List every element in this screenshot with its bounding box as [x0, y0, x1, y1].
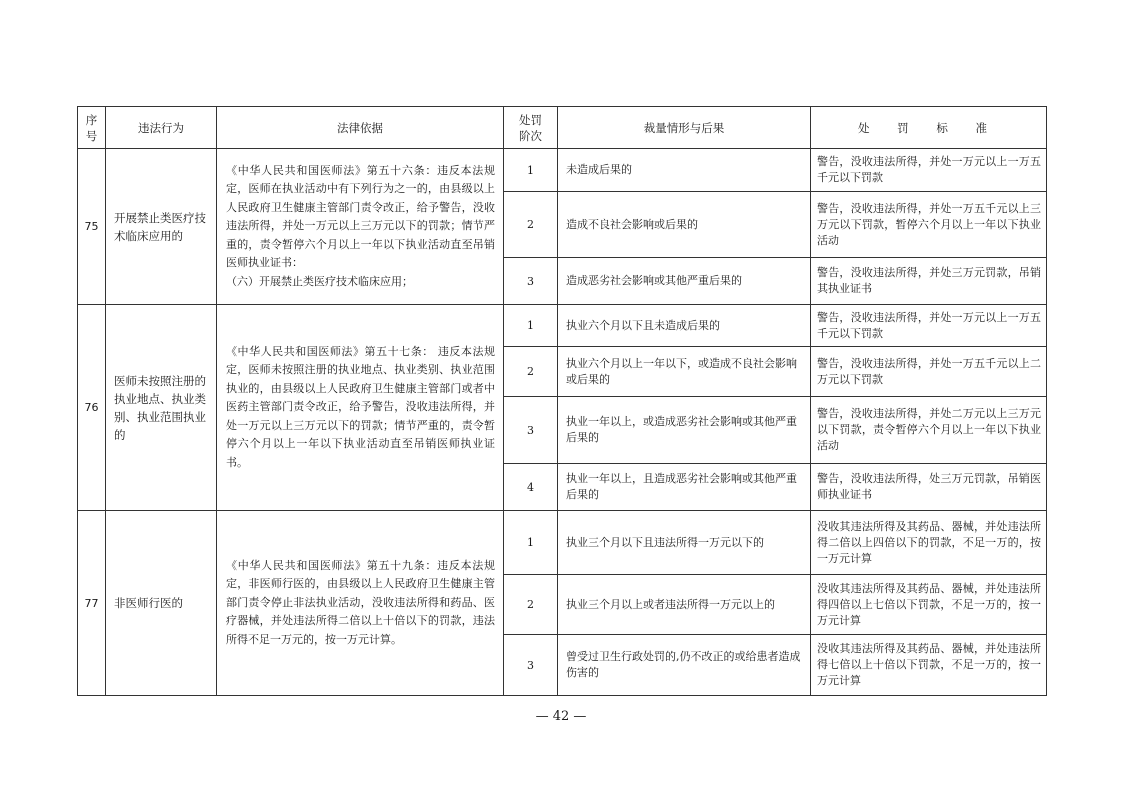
row-number: 77	[78, 511, 106, 696]
penalty-standard: 警告，没收违法所得，并处一万五千元以上二万元以下罚款	[811, 347, 1047, 397]
header-circumstance: 裁量情形与后果	[558, 107, 811, 149]
circumstance: 执业一年以上，且造成恶劣社会影响或其他严重后果的	[558, 464, 811, 511]
penalty-level: 4	[504, 464, 558, 511]
penalty-level: 2	[504, 347, 558, 397]
penalty-level: 1	[504, 149, 558, 192]
penalty-standard: 没收其违法所得及其药品、器械，并处违法所得四倍以上七倍以下罚款，不足一万的，按一万元计算	[811, 575, 1047, 635]
legal-basis-paragraph: 《中华人民共和国医师法》第五十七条： 违反本法规定，医师未按照注册的执业地点、执业类别、执业范围执业的，由县级以上人民政府卫生健康主管部门或者中医药主管部门责令改正，给予警告，没收违法所得，并处一万元以上三万元以下的罚款；情节严重的，责令暂停六个月以上一年以下执业活动直至吊销医师执业证书。	[226, 344, 495, 469]
penalty-level: 1	[504, 511, 558, 575]
legal-basis-paragraph: 《中华人民共和国医师法》第五十六条：违反本法规定，医师在执业活动中有下列行为之一的，由县级以上人民政府卫生健康主管部门责令改正，给予警告，没收违法所得，并处一万元以上三万元以下的罚款；情节严重的，责令暂停六个月以上一年以下执业活动直至吊销医师执业证书：	[226, 163, 495, 270]
circumstance: 未造成后果的	[558, 149, 811, 192]
table-row	[78, 305, 1047, 347]
legal-basis-paragraph: 《中华人民共和国医师法》第五十九条：违反本法规定，非医师行医的，由县级以上人民政府卫生健康主管部门责令停止非法执业活动，没收违法所得和药品、医疗器械，并处违法所得二倍以上十倍以下的罚款，违法所得不足一万元的，按一万元计算。	[226, 558, 495, 646]
table-row	[78, 511, 1047, 575]
legal-basis	[217, 149, 504, 305]
penalty-level: 1	[504, 305, 558, 347]
penalty-level: 2	[504, 192, 558, 258]
table-row	[78, 149, 1047, 192]
penalty-level: 3	[504, 258, 558, 305]
header-behavior: 违法行为	[106, 107, 217, 149]
circumstance: 执业三个月以上或者违法所得一万元以上的	[558, 575, 811, 635]
violation-behavior: 医师未按照注册的执业地点、执业类别、执业范围执业的	[106, 305, 217, 511]
penalty-standard: 警告，没收违法所得，并处三万元罚款，吊销其执业证书	[811, 258, 1047, 305]
header-basis: 法律依据	[217, 107, 504, 149]
circumstance: 执业三个月以下且违法所得一万元以下的	[558, 511, 811, 575]
circumstance: 造成不良社会影响或后果的	[558, 192, 811, 258]
penalty-discretion-table	[77, 106, 1047, 696]
header-no: 序 号	[78, 107, 106, 149]
row-number: 76	[78, 305, 106, 511]
header-standard: 处 罚 标 准	[811, 107, 1047, 149]
penalty-standard: 没收其违法所得及其药品、器械，并处违法所得二倍以上四倍以下的罚款，不足一万的，按一万元计算	[811, 511, 1047, 575]
circumstance: 造成恶劣社会影响或其他严重后果的	[558, 258, 811, 305]
page-number: — 42 —	[535, 709, 587, 724]
penalty-level: 3	[504, 635, 558, 696]
header-level: 处罚 阶次	[504, 107, 558, 149]
circumstance: 执业六个月以上一年以下，或造成不良社会影响或后果的	[558, 347, 811, 397]
row-number: 75	[78, 149, 106, 305]
penalty-standard: 警告，没收违法所得，处三万元罚款，吊销医师执业证书	[811, 464, 1047, 511]
violation-behavior: 开展禁止类医疗技术临床应用的	[106, 149, 217, 305]
legal-basis	[217, 305, 504, 511]
penalty-standard: 警告，没收违法所得，并处一万五千元以上三万元以下罚款，暂停六个月以上一年以下执业活动	[811, 192, 1047, 258]
circumstance: 执业一年以上，或造成恶劣社会影响或其他严重后果的	[558, 397, 811, 464]
penalty-level: 2	[504, 575, 558, 635]
penalty-standard: 警告，没收违法所得，并处二万元以上三万元以下罚款，责令暂停六个月以上一年以下执业活动	[811, 397, 1047, 464]
penalty-level: 3	[504, 397, 558, 464]
legal-basis	[217, 511, 504, 696]
penalty-standard: 警告，没收违法所得，并处一万元以上一万五千元以下罚款	[811, 149, 1047, 192]
penalty-standard: 没收其违法所得及其药品、器械，并处违法所得七倍以上十倍以下罚款，不足一万的，按一万元计算	[811, 635, 1047, 696]
violation-behavior: 非医师行医的	[106, 511, 217, 696]
circumstance: 执业六个月以下且未造成后果的	[558, 305, 811, 347]
circumstance: 曾受过卫生行政处罚的,仍不改正的或给患者造成伤害的	[558, 635, 811, 696]
table-header-row	[78, 107, 1047, 149]
penalty-standard: 警告，没收违法所得，并处一万元以上一万五千元以下罚款	[811, 305, 1047, 347]
legal-basis-clause: （六）开展禁止类医疗技术临床应用；	[226, 274, 413, 288]
